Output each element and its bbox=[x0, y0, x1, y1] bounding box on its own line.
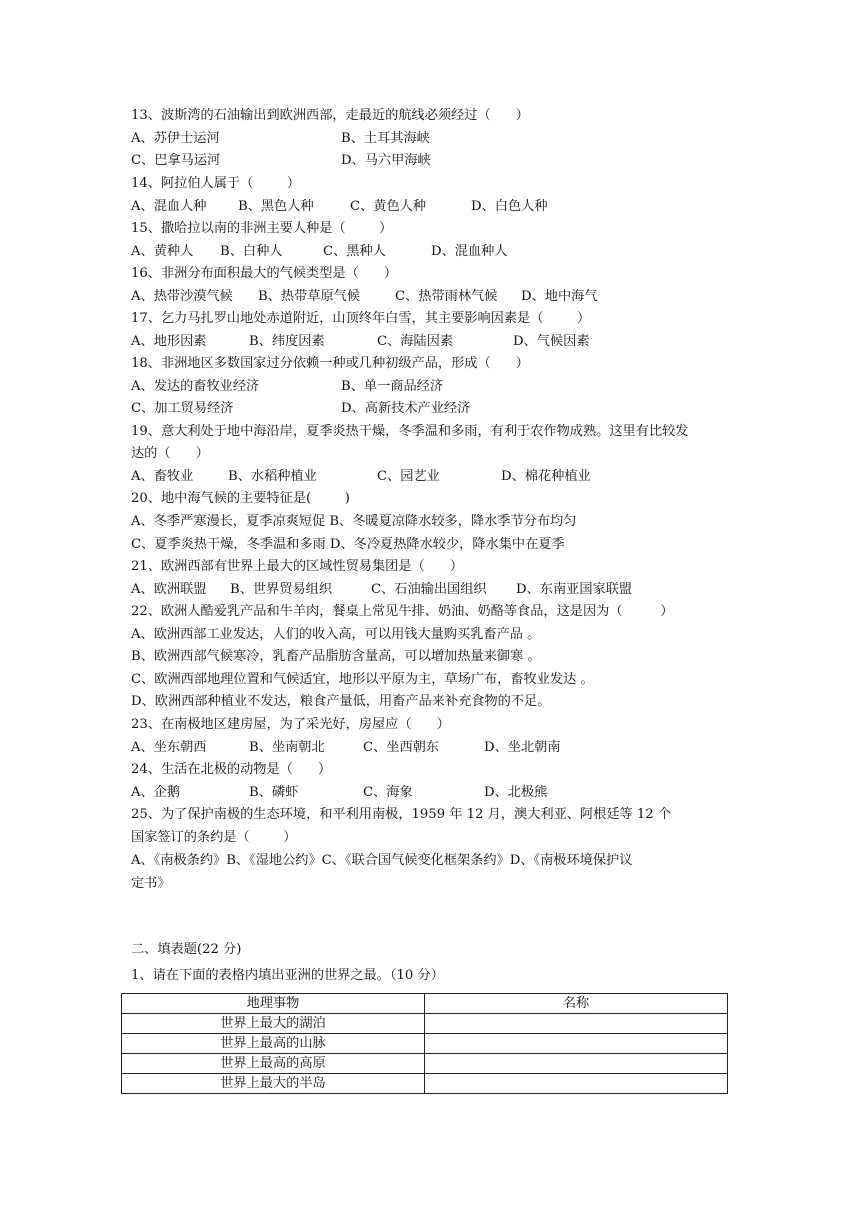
question-16-stem: 16、非洲分布面积最大的气候类型是（ ） bbox=[131, 266, 398, 281]
option-a: A、欧洲联盟 bbox=[131, 582, 207, 597]
option-a: A、黄种人 bbox=[131, 244, 194, 259]
answer-cell[interactable] bbox=[425, 1034, 728, 1054]
option-a: A、坐东朝西 bbox=[131, 740, 207, 755]
question-22-option-b: B、欧洲西部气候寒冷，乳畜产品脂肪含量高，可以增加热量来御寒 。 bbox=[131, 649, 541, 664]
column-header-name: 名称 bbox=[425, 994, 728, 1014]
section-2-title: 二、填表题(22 分) bbox=[131, 942, 242, 957]
option-c: C、加工贸易经济 bbox=[131, 401, 234, 416]
question-22-option-a: A、欧洲西部工业发达，人们的收入高，可以用钱大量购买乳畜产品 。 bbox=[131, 627, 541, 642]
option-b: B、土耳其海峡 bbox=[341, 131, 430, 146]
asia-records-table bbox=[121, 993, 728, 1094]
option-a: A、畜牧业 bbox=[131, 469, 194, 484]
answer-cell[interactable] bbox=[425, 1054, 728, 1074]
option-b: B、单一商品经济 bbox=[341, 379, 444, 394]
option-c: C、黑种人 bbox=[323, 244, 386, 259]
question-18-stem: 18、非洲地区多数国家过分依赖一种或几种初级产品，形成（ ） bbox=[131, 356, 529, 371]
option-c: C、园艺业 bbox=[377, 469, 440, 484]
question-21-stem: 21、欧洲西部有世界上最大的区域性贸易集团是（ ） bbox=[131, 559, 464, 574]
table-row bbox=[122, 1054, 728, 1074]
table-row bbox=[122, 1014, 728, 1034]
question-24-stem: 24、生活在北极的动物是（ ） bbox=[131, 762, 332, 777]
option-b: B、磷虾 bbox=[249, 785, 299, 800]
feature-cell: 世界上最高的山脉 bbox=[122, 1034, 425, 1054]
answer-cell[interactable] bbox=[425, 1074, 728, 1094]
question-15-stem: 15、撒哈拉以南的非洲主要人种是（ ） bbox=[131, 221, 393, 236]
question-25-options-line2: 定书》 bbox=[131, 876, 171, 891]
question-22-option-c: C、欧洲西部地理位置和气候适宜，地形以平原为主，草场广布，畜牧业发达 。 bbox=[131, 672, 594, 687]
option-c: C、海象 bbox=[363, 785, 413, 800]
option-b: B、纬度因素 bbox=[249, 334, 325, 349]
option-a: A、企鹅 bbox=[131, 785, 181, 800]
option-b: B、水稻种植业 bbox=[228, 469, 317, 484]
option-d: D、马六甲海峡 bbox=[341, 153, 431, 168]
table-header-row bbox=[122, 994, 728, 1014]
option-d: D、棉花种植业 bbox=[501, 469, 591, 484]
question-13-stem: 13、波斯湾的石油输出到欧洲西部，走最近的航线必须经过（ ） bbox=[131, 108, 529, 123]
option-b: B、坐南朝北 bbox=[249, 740, 325, 755]
question-25-options-line1: A、《南极条约》B、《湿地公约》C、《联合国气候变化框架条约》D、《南极环境保护议 bbox=[131, 853, 633, 868]
option-d: D、白色人种 bbox=[471, 199, 548, 214]
option-d: D、坐北朝南 bbox=[484, 740, 561, 755]
feature-cell: 世界上最大的湖泊 bbox=[122, 1014, 425, 1034]
option-a: A、苏伊士运河 bbox=[131, 131, 220, 146]
table-row bbox=[122, 1074, 728, 1094]
section-2-question-1: 1、请在下面的表格内填出亚洲的世界之最。（10 分） bbox=[131, 968, 444, 983]
feature-cell: 世界上最大的半岛 bbox=[122, 1074, 425, 1094]
answer-cell[interactable] bbox=[425, 1014, 728, 1034]
option-c: C、黄色人种 bbox=[350, 199, 427, 214]
question-19-stem-line2: 达的（ ） bbox=[131, 446, 209, 461]
question-22-stem: 22、欧洲人酷爱乳产品和牛羊肉，餐桌上常见牛排、奶油、奶酪等食品，这是因为（ ） bbox=[131, 604, 674, 619]
option-d: D、东南亚国家联盟 bbox=[516, 582, 633, 597]
question-20-stem: 20、地中海气候的主要特征是( ) bbox=[131, 491, 350, 506]
question-23-stem: 23、在南极地区建房屋，为了采光好，房屋应（ ） bbox=[131, 717, 450, 732]
option-b: B、世界贸易组织 bbox=[230, 582, 333, 597]
option-d: D、北极熊 bbox=[484, 785, 548, 800]
question-14-stem: 14、阿拉伯人属于（ ） bbox=[131, 176, 301, 191]
option-b: B、白种人 bbox=[220, 244, 283, 259]
option-a: A、发达的畜牧业经济 bbox=[131, 379, 260, 394]
question-22-option-d: D、欧洲西部种植业不发达，粮食产量低，用畜产品来补充食物的不足。 bbox=[131, 694, 551, 709]
question-25-stem-line2: 国家签订的条约是（ ） bbox=[131, 830, 297, 845]
question-20-options-row2: C、夏季炎热干燥，冬季温和多雨 D、冬冷夏热降水较少，降水集中在夏季 bbox=[131, 537, 565, 552]
option-c: C、热带雨林气候 bbox=[395, 289, 498, 304]
option-a: A、热带沙漠气候 bbox=[131, 289, 233, 304]
option-d: D、气候因素 bbox=[513, 334, 590, 349]
option-d: D、高新技术产业经济 bbox=[341, 401, 471, 416]
option-c: C、巴拿马运河 bbox=[131, 153, 221, 168]
option-a: A、混血人种 bbox=[131, 199, 207, 214]
table-row bbox=[122, 1034, 728, 1054]
option-c: C、海陆因素 bbox=[377, 334, 454, 349]
question-20-options-row1: A、冬季严寒漫长，夏季凉爽短促 B、冬暖夏凉降水较多，降水季节分布均匀 bbox=[131, 514, 577, 529]
option-a: A、地形因素 bbox=[131, 334, 207, 349]
option-c: C、石油输出国组织 bbox=[371, 582, 487, 597]
question-17-stem: 17、乞力马扎罗山地处赤道附近，山顶终年白雪，其主要影响因素是（ ） bbox=[131, 311, 591, 326]
column-header-feature: 地理事物 bbox=[122, 994, 425, 1014]
question-25-stem-line1: 25、为了保护南极的生态环境，和平利用南极，1959 年 12 月，澳大利亚、阿根廷等 12 个 bbox=[131, 807, 672, 822]
option-d: D、混血种人 bbox=[431, 244, 508, 259]
option-c: C、坐西朝东 bbox=[363, 740, 440, 755]
feature-cell: 世界上最高的高原 bbox=[122, 1054, 425, 1074]
option-b: B、热带草原气候 bbox=[258, 289, 361, 304]
question-19-stem-line1: 19、意大利处于地中海沿岸，夏季炎热干燥，冬季温和多雨，有利于农作物成熟。这里有比较发 bbox=[131, 424, 689, 439]
option-b: B、黑色人种 bbox=[238, 199, 314, 214]
option-d: D、地中海气 bbox=[521, 289, 598, 304]
